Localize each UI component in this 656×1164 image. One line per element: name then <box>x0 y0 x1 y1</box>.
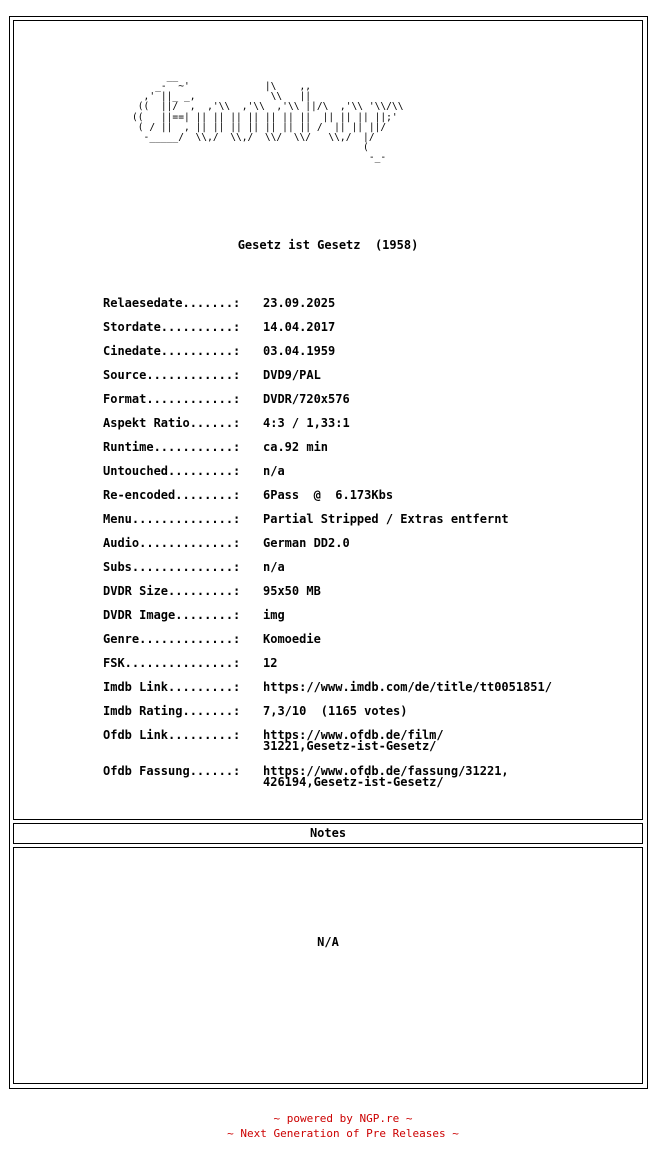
imdb-link[interactable]: https://www.imdb.com/de/title/tt0051851/ <box>263 680 552 694</box>
info-value: Komoedie <box>263 632 321 646</box>
info-row-stordate <box>103 322 552 346</box>
info-label: Untouched.........: <box>103 464 241 478</box>
info-label: DVDR Image........: <box>103 608 241 622</box>
info-row-genre <box>103 634 552 658</box>
info-label: Audio.............: <box>103 536 241 550</box>
release-info-list <box>103 298 552 802</box>
info-value: 6Pass @ 6.173Kbs <box>263 488 394 502</box>
info-label: Source............: <box>103 368 241 382</box>
info-value: DVD9/PAL <box>263 368 321 382</box>
notes-content: N/A <box>317 935 339 949</box>
ascii-logo: _-‾‾~' |\ ,, ,' ||_ , \\ || (( ||/ ‾, ,'\\ ,'\\ ,'\\ ||/\ ,'\\ '\\/\\ (( ||==| || || || || || || || || || || ||;' ( / || , || || || || || || || / || || ||/ -_____/ \\,/ \\,/ \\/ \\/ \\,/ |/ ( -_- <box>132 81 404 164</box>
info-row-source <box>103 370 552 394</box>
info-label: Relaesedate.......: <box>103 296 241 310</box>
info-label: Re-encoded........: <box>103 488 241 502</box>
info-value: n/a <box>263 464 285 478</box>
info-value: 03.04.1959 <box>263 344 336 358</box>
info-value: Partial Stripped / Extras entfernt <box>263 512 509 526</box>
info-label: Genre.............: <box>103 632 241 646</box>
info-row-aspect-ratio <box>103 418 552 442</box>
info-value: DVDR/720x576 <box>263 392 350 406</box>
footer-powered-by: ~ powered by NGP.re ~ <box>273 1112 413 1125</box>
notes-body-box <box>13 847 643 1084</box>
info-label: Aspekt Ratio......: <box>103 416 241 430</box>
info-row-releasedate <box>103 298 552 322</box>
info-label: Runtime...........: <box>103 440 241 454</box>
info-row-dvdr-size <box>103 586 552 610</box>
info-row-subs <box>103 562 552 586</box>
info-row-runtime <box>103 442 552 466</box>
info-label: Imdb Rating.......: <box>103 704 241 718</box>
info-value: 12 <box>263 656 278 670</box>
info-label: Cinedate..........: <box>103 344 241 358</box>
info-value: 23.09.2025 <box>263 296 336 310</box>
info-row-imdb-link <box>103 682 552 706</box>
info-row-dvdr-image <box>103 610 552 634</box>
info-value: 95x50 MB <box>263 584 321 598</box>
info-value: 4:3 / 1,33:1 <box>263 416 350 430</box>
info-value: German DD2.0 <box>263 536 350 550</box>
info-row-imdb-rating <box>103 706 552 730</box>
info-row-audio <box>103 538 552 562</box>
notes-title: Notes <box>309 826 347 840</box>
info-label: Stordate..........: <box>103 320 241 334</box>
ofdb-fassung-link[interactable]: https://www.ofdb.de/fassung/31221, 426194,Gesetz-ist-Gesetz/ <box>263 764 509 789</box>
info-label: Menu..............: <box>103 512 241 526</box>
info-row-ofdb-fassung <box>103 766 552 802</box>
info-label: Format............: <box>103 392 241 406</box>
info-label: Imdb Link.........: <box>103 680 241 694</box>
info-label: Ofdb Fassung......: <box>103 764 241 778</box>
info-row-menu <box>103 514 552 538</box>
info-row-untouched <box>103 466 552 490</box>
info-row-re-encoded <box>103 490 552 514</box>
info-value: ca.92 min <box>263 440 329 454</box>
info-label: Ofdb Link.........: <box>103 728 241 742</box>
info-label: Subs..............: <box>103 560 241 574</box>
info-row-format <box>103 394 552 418</box>
info-value: n/a <box>263 560 285 574</box>
info-label: DVDR Size.........: <box>103 584 241 598</box>
info-value: 14.04.2017 <box>263 320 336 334</box>
info-value: img <box>263 608 285 622</box>
info-row-ofdb-link <box>103 730 552 766</box>
movie-title: Gesetz ist Gesetz (1958) <box>237 238 419 252</box>
ofdb-link[interactable]: https://www.ofdb.de/film/ 31221,Gesetz-ist-Gesetz/ <box>263 728 444 753</box>
info-row-fsk <box>103 658 552 682</box>
footer-tagline: ~ Next Generation of Pre Releases ~ <box>227 1127 459 1140</box>
info-value: 7,3/10 (1165 votes) <box>263 704 408 718</box>
info-label: FSK...............: <box>103 656 241 670</box>
info-row-cinedate <box>103 346 552 370</box>
